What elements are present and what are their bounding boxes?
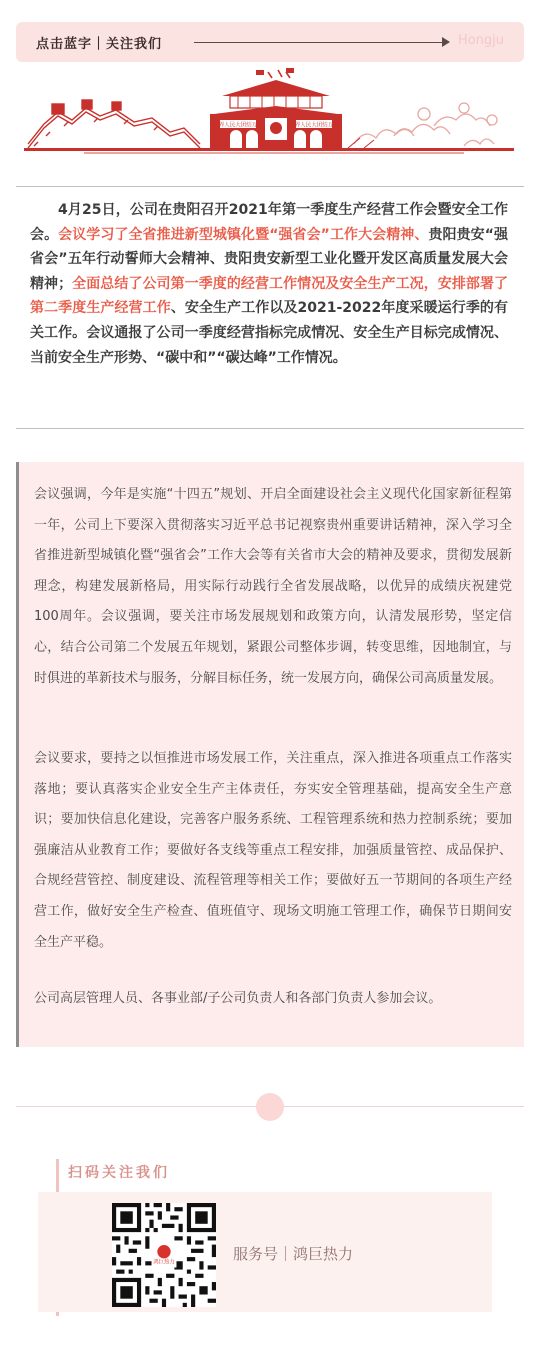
- intro-sentence-1: 4月25日，公司在贵阳召开2021年第一季度生产经营工作会暨安全工作会。: [30, 202, 508, 243]
- meeting-paragraph-1: 会议强调，今年是实施“十四五”规划、开启全面建设社会主义现代化国家新征程第一年，公司上下要深入贯彻落实习近平总书记视察贵州重要讲话精神，深入学习全省推进新型城镇化暨“强省会”工作大会等有关省市大会的精神及要求，贯彻发展新理念，构建发展新格局，用实际行动践行全省发展战略，以优异的成绩庆祝建党100周年。会议强调，要关注市场发展规划和政策方向，认清发展形势，坚定信心，结合公司第二个发展五年规划，紧跟公司整体步调，转变思维，因地制宜，与时俱进的革新技术与服务，分解目标任务，统一发展方向，确保公司高质量发展。: [34, 487, 512, 686]
- banner-sign-right: 世界人民大团结万岁: [289, 122, 339, 129]
- meeting-paragraph-2: 会议要求，要持之以恒推进市场发展工作，关注重点，深入推进各项重点工作落实落地；要认真落实企业安全生产主体责任，夯实安全管理基础，提高安全生产意识；要加快信息化建设，完善客户服务系统、工程管理系统和热力控制系统；要加强廉洁从业教育工作；要做好各支线等重点工程安排，加强质量管控、成品保护、合规经营管控、制度建设、流程管理等相关工作；要做好五一节期间的各项生产经营工作，做好安全生产检查、值班值守、现场文明施工管理工作，确保节日期间安全生产平稳。: [34, 751, 512, 950]
- great-wall-illustration: [28, 100, 200, 148]
- service-account-label: 服务号｜鸿巨热力: [233, 1245, 354, 1263]
- intro-highlight-2: 全面总结了公司第一季度的经营工作情况及安全生产工况，安排部署了第二季度生产经营工作: [30, 275, 509, 317]
- follow-banner[interactable]: [16, 22, 524, 62]
- tiananmen-banner-illustration: [24, 66, 514, 162]
- qr-code[interactable]: [112, 1203, 216, 1307]
- arrow-right-icon: [442, 37, 450, 47]
- intro-paragraph: [30, 198, 508, 370]
- qr-logo-icon: [157, 1245, 170, 1258]
- intro-highlight-1: 会议学习了全省推进新型城镇化暨“强省会”工作大会精神、: [58, 226, 429, 243]
- follow-title: 扫码关注我们: [68, 1165, 170, 1181]
- tiananmen-gate-illustration: [210, 68, 342, 148]
- intro-sentence-2: 贵阳贵安“强省会”五年行动誓师大会精神、贵阳贵安新型工业化暨开发区高质量发展大会精神；: [30, 226, 509, 292]
- banner-sign-left: 世界人民大团结万岁: [213, 122, 263, 129]
- meeting-details-block: [16, 462, 524, 1047]
- intro-sentence-3: 、安全生产工作以及2021-2022年度采暖运行季的有关工作。会议通报了公司一季度经营指标完成情况、安全生产目标完成情况、当前安全生产形势、“碳中和”“碳达峰”工作情况。: [30, 300, 508, 366]
- meeting-paragraph-3: 公司高层管理人员、各事业部/子公司负责人和各部门负责人参加会议。: [34, 991, 442, 1006]
- follow-prompt: 点击蓝字｜关注我们: [36, 37, 163, 52]
- divider-dot-icon: [256, 1093, 284, 1121]
- arrow-line: [194, 42, 448, 43]
- qr-logo-text: 鸿巨热力: [153, 1259, 175, 1266]
- top-divider: [16, 186, 524, 187]
- brand-name: Hongju: [457, 33, 504, 48]
- bottom-divider: [16, 428, 524, 429]
- cloud-ornament-illustration: [354, 103, 497, 146]
